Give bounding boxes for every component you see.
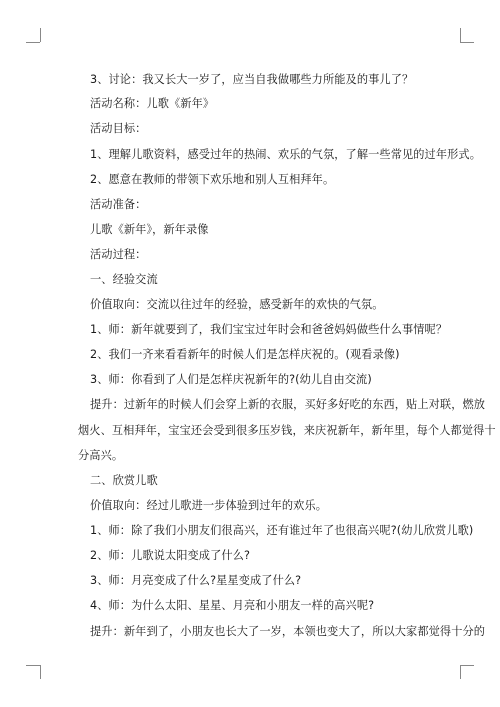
text-line: 3、师：你看到了人们是怎样庆祝新年的?(幼儿自由交流) [90,373,372,386]
text-line: 价值取向：交流以往过年的经验，感受新年的欢快的气氛。 [90,298,384,311]
text-line: 3、讨论：我又长大一岁了，应当自我做哪些力所能及的事儿了？ [90,73,414,86]
text-line: 3、师：月亮变成了什么?星星变成了什么? [90,574,302,587]
text-line: 提升：过新年的时候人们会穿上新的衣服，买好多好吃的东西，贴上对联，燃放 [90,398,486,411]
section-heading: 二、欣赏儿歌 [90,474,158,487]
text-line: 烟火、互相拜年，宝宝还会受到很多压岁钱，来庆祝新年，新年里，每个人都觉得十 [78,424,496,437]
text-line: 分高兴。 [78,449,124,462]
section-heading: 一、经验交流 [90,273,158,286]
text-line: 儿歌《新年》，新年录像 [90,223,209,236]
text-line: 提升：新年到了，小朋友也长大了一岁，本领也变大了，所以大家都觉得十分的 [90,625,486,638]
text-line: 活动过程： [90,248,147,261]
text-line: 1、理解儿歌资料，感受过年的热闹、欢乐的气氛，了解一些常见的过年形式。 [90,148,481,161]
text-line: 2、师：儿歌说太阳变成了什么? [90,549,250,562]
text-line: 活动准备： [90,198,147,211]
text-line: 活动目标： [90,122,147,135]
text-line: 2、我们一齐来看看新年的时候人们是怎样庆祝的。(观看录像) [90,348,400,361]
text-line: 1、师：除了我们小朋友们很高兴，还有谁过年了也很高兴呢?(幼儿欣赏儿歌) [90,524,474,537]
text-line: 活动名称：儿歌《新年》 [90,97,215,110]
text-line: 4、师：为什么太阳、星星、月亮和小朋友一样的高兴呢? [90,599,375,612]
text-line: 2、愿意在教师的带领下欢乐地和别人互相拜年。 [90,173,335,186]
text-line: 1、师：新年就要到了，我们宝宝过年时会和爸爸妈妈做些什么事情呢？ [90,323,448,336]
text-line: 价值取向：经过儿歌进一步体验到过年的欢乐。 [90,499,328,512]
